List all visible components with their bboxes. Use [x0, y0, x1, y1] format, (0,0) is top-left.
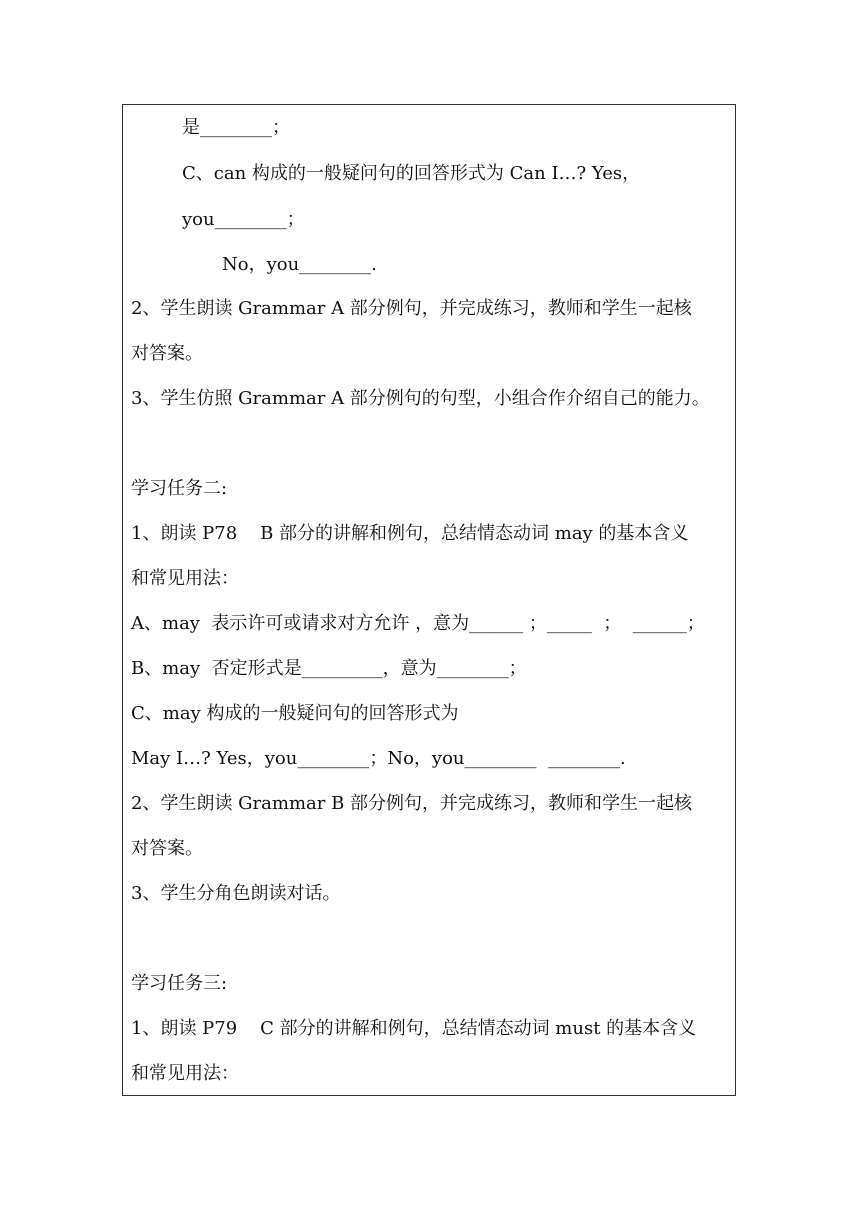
text-line-4: No，you________. — [222, 254, 377, 275]
text-line-12: B、may 否定形式是_________，意为________； — [131, 658, 527, 679]
text-line-1: 是________； — [182, 117, 290, 138]
text-line-16: 对答案。 — [131, 838, 203, 859]
text-line-17: 3、学生分角色朗读对话。 — [131, 883, 341, 904]
text-line-3: you________； — [182, 209, 305, 230]
section-heading-2: 学习任务二: — [131, 478, 228, 499]
text-line-15: 2、学生朗读 Grammar B 部分例句，并完成练习，教师和学生一起核 — [131, 793, 693, 814]
text-line-20: 和常见用法： — [131, 1063, 239, 1084]
text-line-7: 3、学生仿照 Grammar A 部分例句的句型，小组合作介绍自己的能力。 — [131, 388, 710, 409]
text-line-6: 对答案。 — [131, 343, 203, 364]
text-line-11: A、may 表示许可或请求对方允许 ，意为______ ；_____ ； ______； — [131, 613, 705, 634]
text-line-9: 1、朗读 P78 B 部分的讲解和例句，总结情态动词 may 的基本含义 — [131, 523, 689, 544]
text-line-14: May I…? Yes，you________；No，you________ ________. — [131, 748, 626, 769]
section-heading-3: 学习任务三: — [131, 973, 228, 994]
text-line-19: 1、朗读 P79 C 部分的讲解和例句，总结情态动词 must 的基本含义 — [131, 1018, 697, 1039]
text-line-2: C、can 构成的一般疑问句的回答形式为 Can I…? Yes， — [182, 163, 641, 184]
content-frame — [122, 104, 736, 1096]
text-line-13: C、may 构成的一般疑问句的回答形式为 — [131, 703, 459, 724]
text-line-5: 2、学生朗读 Grammar A 部分例句，并完成练习，教师和学生一起核 — [131, 298, 692, 319]
text-line-10: 和常见用法： — [131, 568, 239, 589]
